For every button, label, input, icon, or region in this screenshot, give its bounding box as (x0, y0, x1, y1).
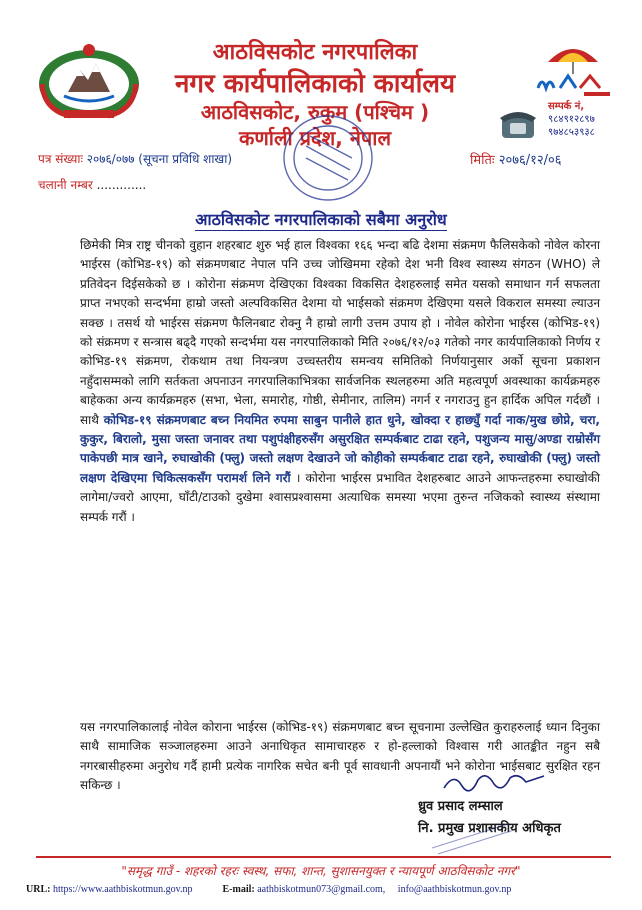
footer-slogan: "समृद्ध गाउँ - शहरको रहरः स्वस्थ, सफा, शान्त, सुशासनयुक्त र न्यायपूर्ण आठविसकोट नगर" (121, 864, 521, 878)
handwritten-signature (440, 768, 550, 798)
signature-stamp (428, 818, 518, 858)
dispatch-label: चलानी नम्बर (38, 178, 93, 192)
nepal-emblem-logo (30, 40, 148, 122)
province-country: कर्णाली प्रदेश, नेपाल (238, 126, 392, 150)
office-name: नगर कार्यपालिकाको कार्यालय (174, 69, 456, 99)
email-link-1[interactable]: aathbiskotmun073@gmail.com, (257, 884, 386, 895)
subject-heading (0, 208, 642, 230)
body-paragraph-2: यस नगरपालिकालाई नोवेल कोराना भाईरस (कोभिड-१९) संक्रमणबाट बच्न सूचनामा उल्लेखित कुराहरुलाई ध्यान दिनुका साथै सामाजिक सञ्जालहरुमा आउने अनाधिकृत सामाचारहरु र हो-हल्लाको विश्वास गरी आतङ्कीत नहुन सबै नगरबासीहरुमा अनुरोध गर्दै हामी प्रत्येक नागरिक सचेत बनी पूर्व सावधानी अपनायौं भने कोरोना भाईसबाट सुरक्षित रहन सकिन्छ । (80, 720, 600, 793)
reference-label: पत्र संख्याः (38, 152, 83, 166)
footer-divider (36, 856, 611, 858)
contact-phone-1: ९८४९१२८९७ (548, 114, 595, 125)
url-label: URL: (26, 884, 51, 895)
website-link[interactable]: https://www.aathbiskotmun.gov.np (52, 884, 193, 895)
dispatch-value: ............. (96, 178, 147, 192)
date-value: २०७६/१२/०६ (498, 153, 562, 168)
office-address: आठविसकोट, रुकुम (पश्चिम ) (200, 100, 430, 124)
email-label: E-mail: (222, 884, 255, 895)
footer-contacts (26, 884, 626, 895)
paragraph-1-text-a: छिमेकी मित्र राष्ट्र चीनको वुहान शहरबाट शुरु भई हाल विश्वका १६६ भन्दा बढि देशमा संक्रमण फैलिसकेको नोवेल कोरना भाईरस (कोभिड-१९) को संक्रमणबाट नेपाल पनि उच्च जोखिममा रहेको देश भनी विश्व स्वास्थ्य संगठन (WHO) ले प्रतिवेदन दिईसकेको छ । कोरोना संक्रमण देखिएका विश्वका विकसित देशहरुलाई समेत यसको समाधान गर्न सफलता प्राप्त नभएको सन्दर्भमा हाम्रो जस्तो अल्पविकसित देशमा यो भाईसको संक्रमण देखिएमा यसले विकराल समस्या ल्याउन सक्छ । तसर्थ यो भाईरस संक्रमण फैलिनबाट रोक्नु नै हाम्रो लागी उत्तम उपाय हो । नोवेल कोरोना भाईरस (कोभिड-१९) को संक्रमण र सन्त्रास बढ्दै गएको सन्दर्भमा यस नगरपालिकाको मिति २०७६/१२/०३ गतेको नगर कार्यपालिकाको निर्णय र कोभिड-१९ संक्रमण, रोकथाम तथा नियन्त्रण उच्चस्तरीय समन्वय समितिको निर्णयानुसार अर्को सूचना प्रकाशन नहुँदासम्मको लागि सर्तकता अपनाउन नगरपालिकाभित्रका सार्वजनिक स्थलहरुमा अति महत्वपूर्ण अवस्थाका कार्यक्रमहरु बाहेकका अन्य कार्यक्रमहरु (सभा, भेला, समारोह, गोष्ठी, सेमीनार, तालिम) नगर्न र नगराउनु हुन हार्दिक अपिल गर्दछौं । साथै (80, 238, 600, 427)
contact-phone-2: ९७४८५३९३८ (548, 127, 595, 138)
paragraph-1-highlight: कोभिड-१९ संक्रमणबाट बच्न नियमित रुपमा साबुन पानीले हात धुने, खोक्दा र हाछ्युँ गर्दा नाक/मुख छोप्ने, चरा, कुकुर, बिरालो, मुसा जस्ता जनावर तथा पशुपंक्षीहरुसँग असुरक्षित सम्पर्कबाट टाढा रहने, पशुजन्य मासु/अण्डा राम्रोसँग पाकेपछी मात्र खाने, रुघाखोकी (फ्लु) जस्तो लक्षण देखाउने जो कोहीको सम्पर्कबाट टाढा रहने, रुघाखोकी (फ्लु) जस्तो लक्षण देखिएमा चिकित्सकसँग परामर्श लिने गरौं (80, 412, 600, 485)
email-link-2[interactable]: info@aathbiskotmun.gov.np (397, 884, 512, 895)
municipality-name: आठविसकोट नगरपालिका (212, 40, 418, 65)
body-paragraph-1 (80, 236, 600, 527)
subject-text: आठविसकोट नगरपालिकाको सबैमा अनुरोध (195, 210, 447, 229)
signatory-title: नि. प्रमुख प्रशासकीय अधिकृत (418, 821, 561, 836)
contact-block (548, 100, 630, 139)
paragraph-1-text-b: । कोरोना भाईरस प्रभावित देशहरुबाट आउने आफन्तहरुमा रुघाखोकी लागेमा/ज्वरो आएमा, घाँटी/टाउको दुखेमा श्वासप्रश्वासमा अत्याधिक समस्या भएमा तुरुन्त नजिकको स्वास्थ्य संस्थामा सम्पर्क गरौं । (80, 470, 600, 524)
signatory-name: ध्रुव प्रसाद लम्साल (418, 799, 503, 814)
reference-value: २०७६/०७७ (सूचना प्रविधि शाखा) (86, 152, 233, 166)
visit-nepal-2020-logo (528, 40, 618, 100)
telephone-icon (498, 106, 538, 140)
contact-label: सम्पर्क नं, (548, 101, 585, 112)
dispatch-row (38, 176, 146, 193)
date-row (470, 150, 562, 168)
date-label: मितिः (470, 153, 495, 168)
